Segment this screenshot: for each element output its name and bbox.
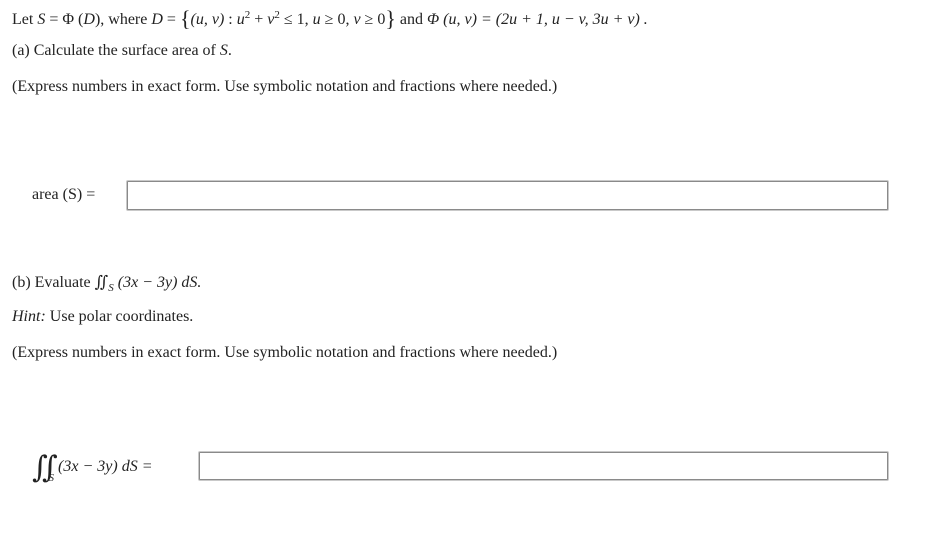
phi-definition: Φ (u, v) = (2u + 1, u − v, 3u + v) .: [427, 11, 648, 28]
plus-sign: +: [254, 11, 264, 28]
part-a-answer-field[interactable]: [126, 180, 889, 211]
v-exponent: 2: [274, 9, 280, 21]
part-b-prompt: [12, 272, 201, 294]
domain-symbol-2: D: [151, 11, 163, 28]
part-a-instruction: (Express numbers in exact form. Use symbolic notation and fractions where needed.): [12, 78, 558, 95]
part-a-answer-input[interactable]: [128, 182, 887, 209]
hint-label: Hint:: [12, 308, 46, 325]
set-close-brace: }: [385, 6, 396, 31]
part-a-surface-symbol: S: [219, 42, 228, 59]
v-var: v: [267, 11, 275, 28]
part-a-answer-label: area (S) =: [32, 186, 96, 203]
part-a-prompt: [12, 42, 232, 60]
answer-integral-subscript: S: [48, 472, 55, 484]
u-exponent: 2: [244, 9, 251, 21]
v-var-2: v: [353, 11, 361, 28]
u-var: u: [236, 11, 245, 28]
part-b-integrand: (3x − 3y) dS.: [117, 274, 202, 291]
integral-subscript: S: [108, 282, 114, 294]
part-b-answer-label: [32, 450, 153, 485]
where-word: ), where: [94, 11, 148, 28]
part-b-answer-field[interactable]: [198, 451, 889, 481]
part-b-hint: [12, 308, 193, 326]
problem-statement: [12, 6, 648, 32]
hint-text: Use polar coordinates.: [49, 308, 194, 325]
part-b-label: (b) Evaluate: [12, 274, 91, 291]
part-a-period: .: [227, 42, 232, 59]
double-integral-icon: ∬: [94, 274, 109, 291]
answer-integrand: (3x − 3y) dS =: [58, 458, 153, 475]
ge-zero-b: ≥ 0: [364, 11, 386, 28]
surface-symbol: S: [37, 11, 46, 28]
uv-pair: (u, v): [190, 11, 225, 28]
ge-zero-a: ≥ 0,: [324, 11, 350, 28]
u-var-2: u: [312, 11, 321, 28]
let-word: Let: [12, 11, 34, 28]
set-colon: :: [228, 11, 233, 28]
domain-symbol: D: [83, 11, 95, 28]
phi-equals: = Φ (: [49, 11, 84, 28]
part-b-answer-input[interactable]: [200, 453, 887, 479]
and-word: and: [399, 11, 423, 28]
answer-double-integral-icon: ∬: [32, 450, 49, 485]
domain-equals: =: [166, 11, 176, 28]
part-b-instruction: (Express numbers in exact form. Use symbolic notation and fractions where needed.): [12, 344, 558, 361]
part-a-label: (a) Calculate the surface area of: [12, 42, 216, 59]
le-one: ≤ 1,: [283, 11, 309, 28]
set-open-brace: {: [179, 6, 191, 31]
